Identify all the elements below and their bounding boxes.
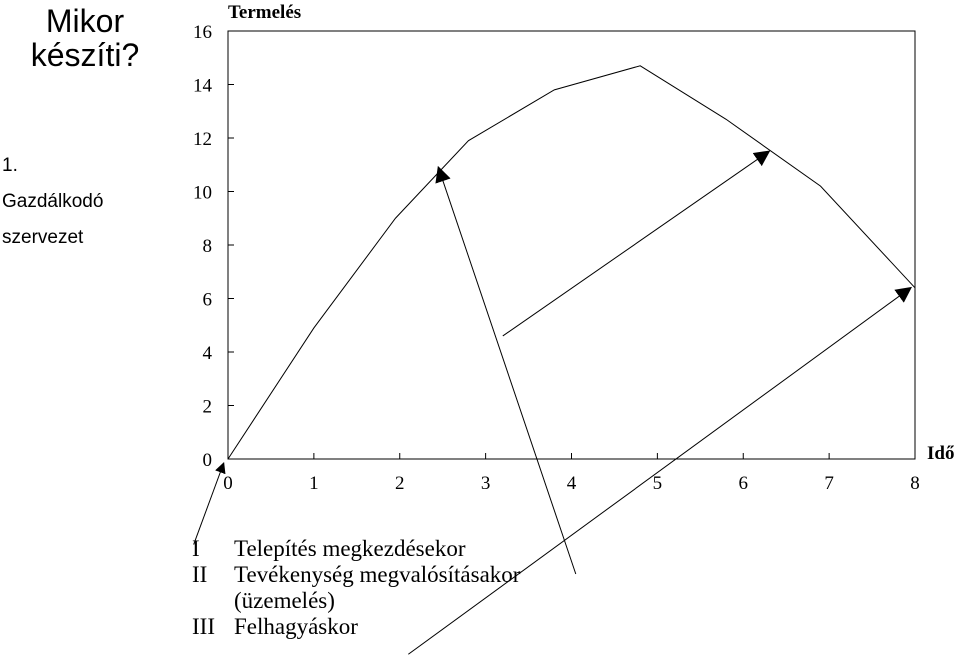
x-tick-label: 0	[223, 473, 233, 494]
heading-line-1: Mikor	[45, 3, 125, 39]
legend-row-2	[192, 562, 520, 588]
x-tick-label: 7	[824, 473, 834, 494]
arrow-ii-iii	[503, 151, 769, 336]
y-tick-label: 4	[202, 343, 212, 364]
legend-text: Felhagyáskor	[234, 614, 358, 639]
legend-num: II	[192, 562, 208, 587]
chart-title: Termelés	[228, 2, 302, 23]
legend-text: (üzemelés)	[234, 588, 335, 613]
arrow-ii	[438, 167, 575, 574]
y-tick-label: 6	[202, 289, 212, 311]
legend-row-4	[192, 614, 520, 640]
y-tick-label: 12	[193, 129, 212, 150]
x-tick-label: 2	[395, 473, 405, 494]
legend-num: III	[192, 614, 215, 639]
y-tick-label: 2	[202, 396, 212, 418]
legend-text: Telepítés megkezdésekor	[234, 536, 466, 561]
x-tick-label: 3	[480, 473, 491, 494]
legend-num: I	[192, 536, 200, 561]
legend-row-3	[192, 588, 520, 614]
y-tick-label: 0	[202, 450, 212, 471]
y-tick-label: 8	[202, 236, 212, 257]
side-label-line-3: szervezet	[2, 227, 84, 248]
series-layer	[228, 66, 915, 459]
legend-row-1	[192, 536, 520, 562]
x-tick-label: 1	[309, 473, 319, 494]
x-tick-label: 6	[738, 473, 748, 494]
side-label-line-2: Gazdálkodó	[2, 191, 104, 212]
y-tick-label: 10	[193, 182, 212, 204]
x-axis-label: Idő	[927, 443, 955, 464]
x-tick-label: 5	[652, 473, 663, 494]
y-tick-label: 14	[193, 75, 212, 97]
production-curve	[228, 66, 915, 459]
x-tick-label: 8	[910, 473, 920, 494]
y-tick-label: 16	[193, 22, 212, 43]
side-label-line-1: 1.	[2, 155, 18, 176]
heading-line-2: készíti?	[30, 37, 140, 73]
x-tick-label: 4	[566, 473, 577, 494]
arrow-i	[194, 463, 224, 545]
plot-frame	[228, 31, 915, 459]
legend	[192, 536, 520, 640]
legend-text: Tevékenység megvalósításakor	[234, 562, 521, 587]
